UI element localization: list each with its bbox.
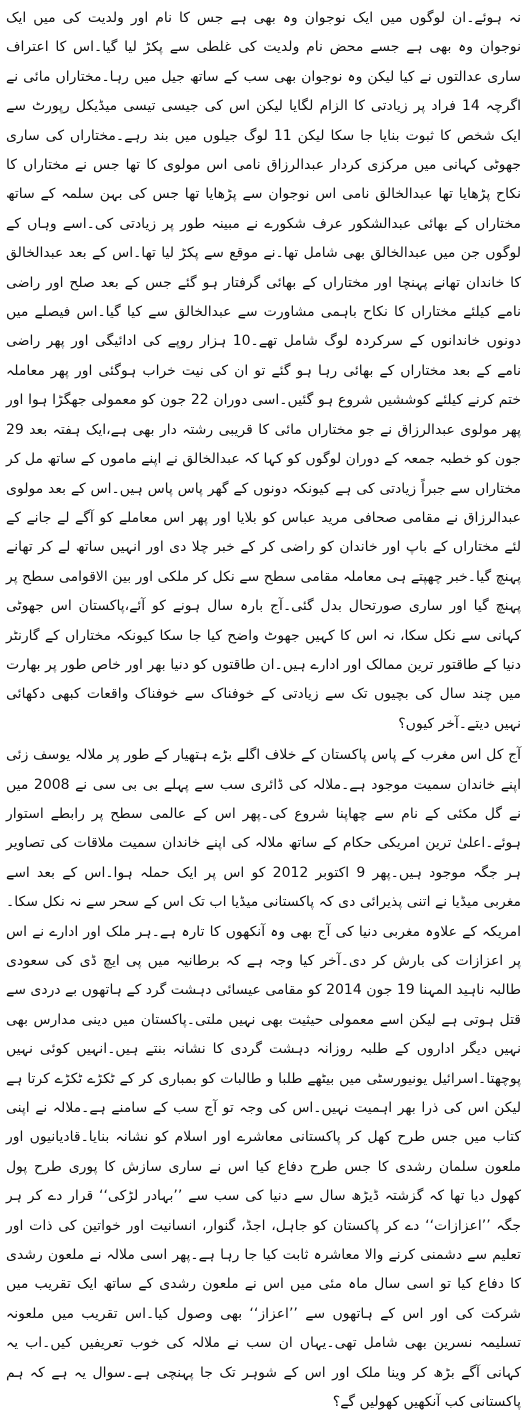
article-paragraph-malala: آج کل اس مغرب کے پاس پاکستان کے خلاف اگلے بڑے ہتھیار کے طور پر ملالہ یوسف زئی اپنے خاندان سمیت موجود ہے۔ملالہ کی ڈائری سب سے پہلے بی بی سی نے 2008 میں نے گل مکئی کے نام سے چھاپنا شروع کی۔پھر اس کے عالمی سطح پر رابطے استوار ہوئے۔اعلیٰ ترین امریکی حکام کے ساتھ ملالہ کی اپنے خاندان سمیت ملاقات کی تصاویر ہر جگہ موجود ہیں۔پھر 9 اکتوبر 2012 کو اس پر ایک حملہ ہوا۔اس کے بعد اسے مغربی میڈیا نے اتنی پذیرائی دی کہ پاکستانی میڈیا اب تک اس کے سحر سے نہ نکل سکا۔امریکہ کے علاوہ مغربی دنیا کی آج بھی وہ آنکھوں کا تارہ ہے۔ہر ملک اور ادارے نے اس پر اعزازات کی بارش کر دی۔آخر کیا وجہ ہے کہ برطانیہ میں پی ایچ ڈی کی سعودی طالبہ ناہید المہنا 19 جون 2014 کو مقامی عیسائی دہشت گرد کے ہاتھوں بے دردی سے قتل ہوتی ہے لیکن اسے معمولی حیثیت بھی نہیں ملتی۔پاکستان میں دینی مدارس بھی نہیں دیگر اداروں کے طلبہ روزانہ دہشت گردی کا نشانہ بنتے ہیں۔انہیں کوئی نہیں پوچھتا۔اسرائیل یونیورسٹی میں بیٹھے طلبا و طالبات کو بمباری کر کے ٹکڑے ٹکڑے کرتا ہے لیکن اس کی ذرا بھر اہمیت نہیں۔اس کی وجہ تو آج سب کے سامنے ہے۔ملالہ نے اپنی کتاب میں جس طرح کھل کر پاکستانی معاشرے اور اسلام کو نشانہ بنایا۔قادیانیوں اور ملعون سلمان رشدی کا جس طرح دفاع کیا اس نے ساری سازش کا پوری طرح پول کھول دیا تھا کہ گزشتہ ڈیڑھ سال سے دنیا کی سب سے ’’بہادر لڑکی‘‘ قرار دے کر ہر جگہ ’’اعزازات‘‘ دے کر پاکستان کو جاہل، اجڈ، گنوار، انسانیت اور خواتین کی ذات اور تعلیم سے دشمنی کرنے والا معاشرہ ثابت کیا جا رہا ہے۔پھر اسی ملالہ نے ملعون رشدی کا دفاع کیا تو اسی سال ماہ مئی میں اس نے ملعون رشدی کے ساتھ ایک تقریب میں شرکت کی اور اس کے ہاتھوں سے ’’اعزاز‘‘ بھی وصول کیا۔اس تقریب میں ملعونہ تسلیمہ نسرین بھی شامل تھی۔یہاں ان سب نے ملالہ کی خوب تعریفیں کیں۔اب یہ کہانی آگے بڑھ کر وینا ملک اور اس کے شوہر تک جا پہنچی ہے۔سوال یہ ہے کہ ہم پاکستانی کب آنکھیں کھولیں گے؟ [6,747,522,1411]
article-paragraph-mukhtaran: نہ ہوئے۔ان لوگوں میں ایک نوجوان وہ بھی ہے جس کا نام اور ولدیت کی میں ایک نوجوان وہ بھی ہے جسے محض نام ولدیت کی غلطی سے پکڑ لیا گیا۔اس کا اعتراف ساری عدالتوں نے کیا لیکن وہ نوجوان بھی سب کے ساتھ جیل میں رہا۔مختاراں مائی نے اگرچہ 14 فراد پر زیادتی کا الزام لگایا لیکن اس کی جیسی تیسی میڈیکل رپورٹ سے ایک شخص کا ثبوت بنایا جا سکا لیکن 11 لوگ جیلوں میں بند رہے۔مختاراں کی ساری جھوٹی کہانی میں مرکزی کردار عبدالرزاق نامی اس مولوی کا تھا جس نے مختاراں کا نکاح پڑھایا تھا عبدالخالق نامی اس نوجوان سے پڑھایا تھا جس کی بہن سلمہ کے ساتھ مختاراں کے بھائی عبدالشکور عرف شکورے نے مبینہ طور پر زیادتی کی۔اسے وہاں کے لوگوں جن میں عبدالخالق بھی شامل تھا۔نے موقع سے پکڑ لیا تھا۔اس کے بعد عبدالخالق کا خاندان تھانے پہنچا اور مختاراں کے بھائی گرفتار ہو گئے جس کے بعد صلح اور راضی نامے کیلئے مختاراں کا نکاح باہمی مشاورت سے عبدالخالق سے کیا گیا۔اس فیصلے میں دونوں خاندانوں کے سرکردہ لوگ شامل تھے۔10 ہزار روپے کی ادائیگی اور پھر راضی نامے کے بعد مختاراں کے بھائی رہا ہو گئے تو ان کی نیت خراب ہوگئی اور پھر معاملہ ختم کرنے کیلئے کوششیں شروع ہو گئیں۔اسی دوران 22 جون کو معمولی جھگڑا ہوا اور پھر مولوی عبدالرزاق نے جو مختاراں مائی کا قریبی رشتہ دار بھی ہے،ایک ہفتہ بعد 29 جون کو خطبہ جمعہ کے دوران لوگوں کو کہا کہ عبدالخالق نے اپنے ماموں کے ساتھ مل کر مختاراں سے جبراً زیادتی کی ہے کیونکہ دونوں کے گھر پاس پاس ہیں۔اس کے بعد مولوی عبدالرزاق نے مقامی صحافی مرید عباس کو بلایا اور پھر اس معاملے کو آگے لے جانے کے لئے مختاراں کے باپ اور خاندان کو راضی کر کے خبر چلا دی اور انہیں ساتھ لے کر تھانے پہنچ گیا۔خبر چھپتے ہی معاملہ مقامی سطح سے نکل کر ملکی اور بین الاقوامی سطح پر پہنچ گیا اور ساری صورتحال بدل گئی۔آج بارہ سال ہونے کو آئے،پاکستان اس جھوٹی کہانی سے نکل سکا، نہ اس کا کہیں جھوٹ واضح کیا جا سکا کیونکہ مختاراں کے گارنٹر دنیا کے طاقتور ترین ممالک اور ادارے ہیں۔ان طاقتوں کو دنیا بھر اور خاص طور پر بھارت میں چند سال کی بچیوں تک سے زیادتی کے خوفناک سے خوفناک واقعات کبھی دکھائی نہیں دیتے۔آخر کیوں؟ [6,10,522,732]
urdu-article-body [6,4,521,1418]
